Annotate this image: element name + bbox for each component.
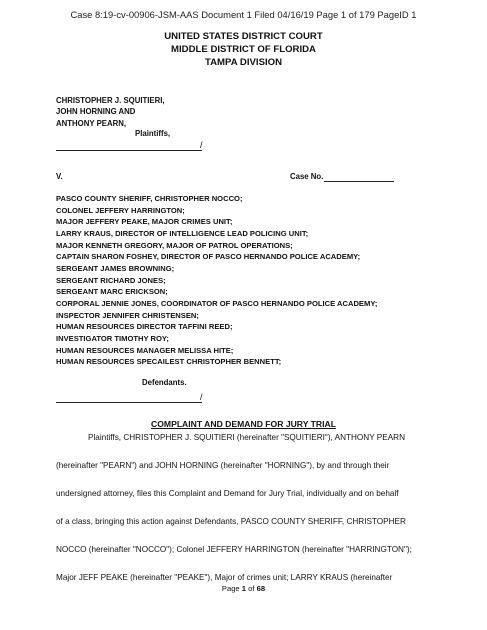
body-line: (hereinafter "PEARN") and JOHN HORNING (hereinafter "HORNING"), by and through their xyxy=(56,461,390,470)
document-title: COMPLAINT AND DEMAND FOR JURY TRIAL xyxy=(151,419,336,429)
court-division: TAMPA DIVISION xyxy=(204,57,283,68)
case-number-text: Case No. xyxy=(290,172,324,181)
defendant-name: CAPTAIN SHARON FOSHEY, DIRECTOR OF PASCO HERNANDO POLICE ACADEMY; xyxy=(56,252,361,262)
body-line: of a class, bringing this action against Defendants, PASCO COUNTY SHERIFF, CHRISTOPHER xyxy=(56,517,406,526)
plaintiffs-label: Plaintiffs, xyxy=(135,129,171,138)
body-line: Major JEFF PEAKE (hereinafter "PEAKE"), Major of crimes unit; LARRY KRAUS (hereinafter xyxy=(56,573,393,582)
defendants-signature-line xyxy=(56,402,202,403)
defendants-line-slash: / xyxy=(200,392,203,402)
defendant-name: COLONEL JEFFERY HARRINGTON; xyxy=(56,205,185,215)
plaintiff-name: CHRISTOPHER J. SQUITIERI, xyxy=(56,96,165,105)
defendant-name: INVESTIGATOR TIMOTHY ROY; xyxy=(56,333,169,343)
footer-of-word: of xyxy=(248,584,255,593)
plaintiffs-signature-line xyxy=(56,150,202,151)
court-name: UNITED STATES DISTRICT COURT xyxy=(164,31,323,42)
body-line: NOCCO (hereinafter "NOCCO"); Colonel JEFFERY HARRINGTON (hereinafter "HARRINGTON"); xyxy=(56,545,412,554)
defendant-name: CORPORAL JENNIE JONES, COORDINATOR OF PASCO HERNANDO POLICE ACADEMY; xyxy=(56,298,378,308)
defendants-block xyxy=(56,193,377,368)
defendant-name: HUMAN RESOURCES SPECAILEST CHRISTOPHER BENNETT; xyxy=(56,357,282,367)
case-number-label xyxy=(290,172,323,181)
defendants-label: Defendants. xyxy=(142,378,187,387)
plaintiffs-block xyxy=(56,95,165,129)
case-number-blank xyxy=(324,181,394,182)
body-line: undersigned attorney, files this Complaint and Demand for Jury Trial, individually and on behalf xyxy=(56,489,399,498)
body-line: Plaintiffs, CHRISTOPHER J. SQUITIERI (hereinafter "SQUITIERI"), ANTHONY PEARN xyxy=(88,433,406,442)
versus-label: V. xyxy=(56,172,63,181)
footer-current-page: 1 xyxy=(241,584,247,593)
defendant-name: SERGEANT MARC ERICKSON; xyxy=(56,287,168,297)
defendant-name: MAJOR JEFFERY PEAKE, MAJOR CRIMES UNIT; xyxy=(56,217,233,227)
plaintiff-name: ANTHONY PEARN, xyxy=(56,118,127,128)
plaintiffs-line-slash: / xyxy=(200,140,203,150)
court-caption xyxy=(0,30,487,69)
footer-page-word: Page xyxy=(221,584,240,593)
defendant-name: SERGEANT JAMES BROWNING; xyxy=(56,263,175,273)
plaintiff-name: JOHN HORNING AND xyxy=(56,107,136,117)
defendant-name: HUMAN RESOURCES DIRECTOR TAFFINI REED; xyxy=(56,322,233,332)
court-district: MIDDLE DISTRICT OF FLORIDA xyxy=(171,44,316,55)
defendant-name: INSPECTOR JENNIFER CHRISTENSEN; xyxy=(56,310,199,320)
footer-total-pages: 68 xyxy=(256,584,266,593)
defendant-name: SERGEANT RICHARD JONES; xyxy=(56,275,166,285)
defendant-name: MAJOR KENNETH GREGORY, MAJOR OF PATROL OPERATIONS; xyxy=(56,240,293,250)
defendant-name: LARRY KRAUS, DIRECTOR OF INTELLIGENCE LEAD POLICING UNIT; xyxy=(56,228,309,238)
defendant-name: HUMAN RESOURCES MANAGER MELISSA HITE; xyxy=(56,345,234,355)
defendant-name: PASCO COUNTY SHERIFF, CHRISTOPHER NOCCO; xyxy=(56,194,243,203)
ecf-header-stamp: Case 8:19-cv-00906-JSM-AAS Document 1 Filed 04/16/19 Page 1 of 179 PageID 1 xyxy=(70,9,417,20)
page-number-footer xyxy=(0,584,487,593)
